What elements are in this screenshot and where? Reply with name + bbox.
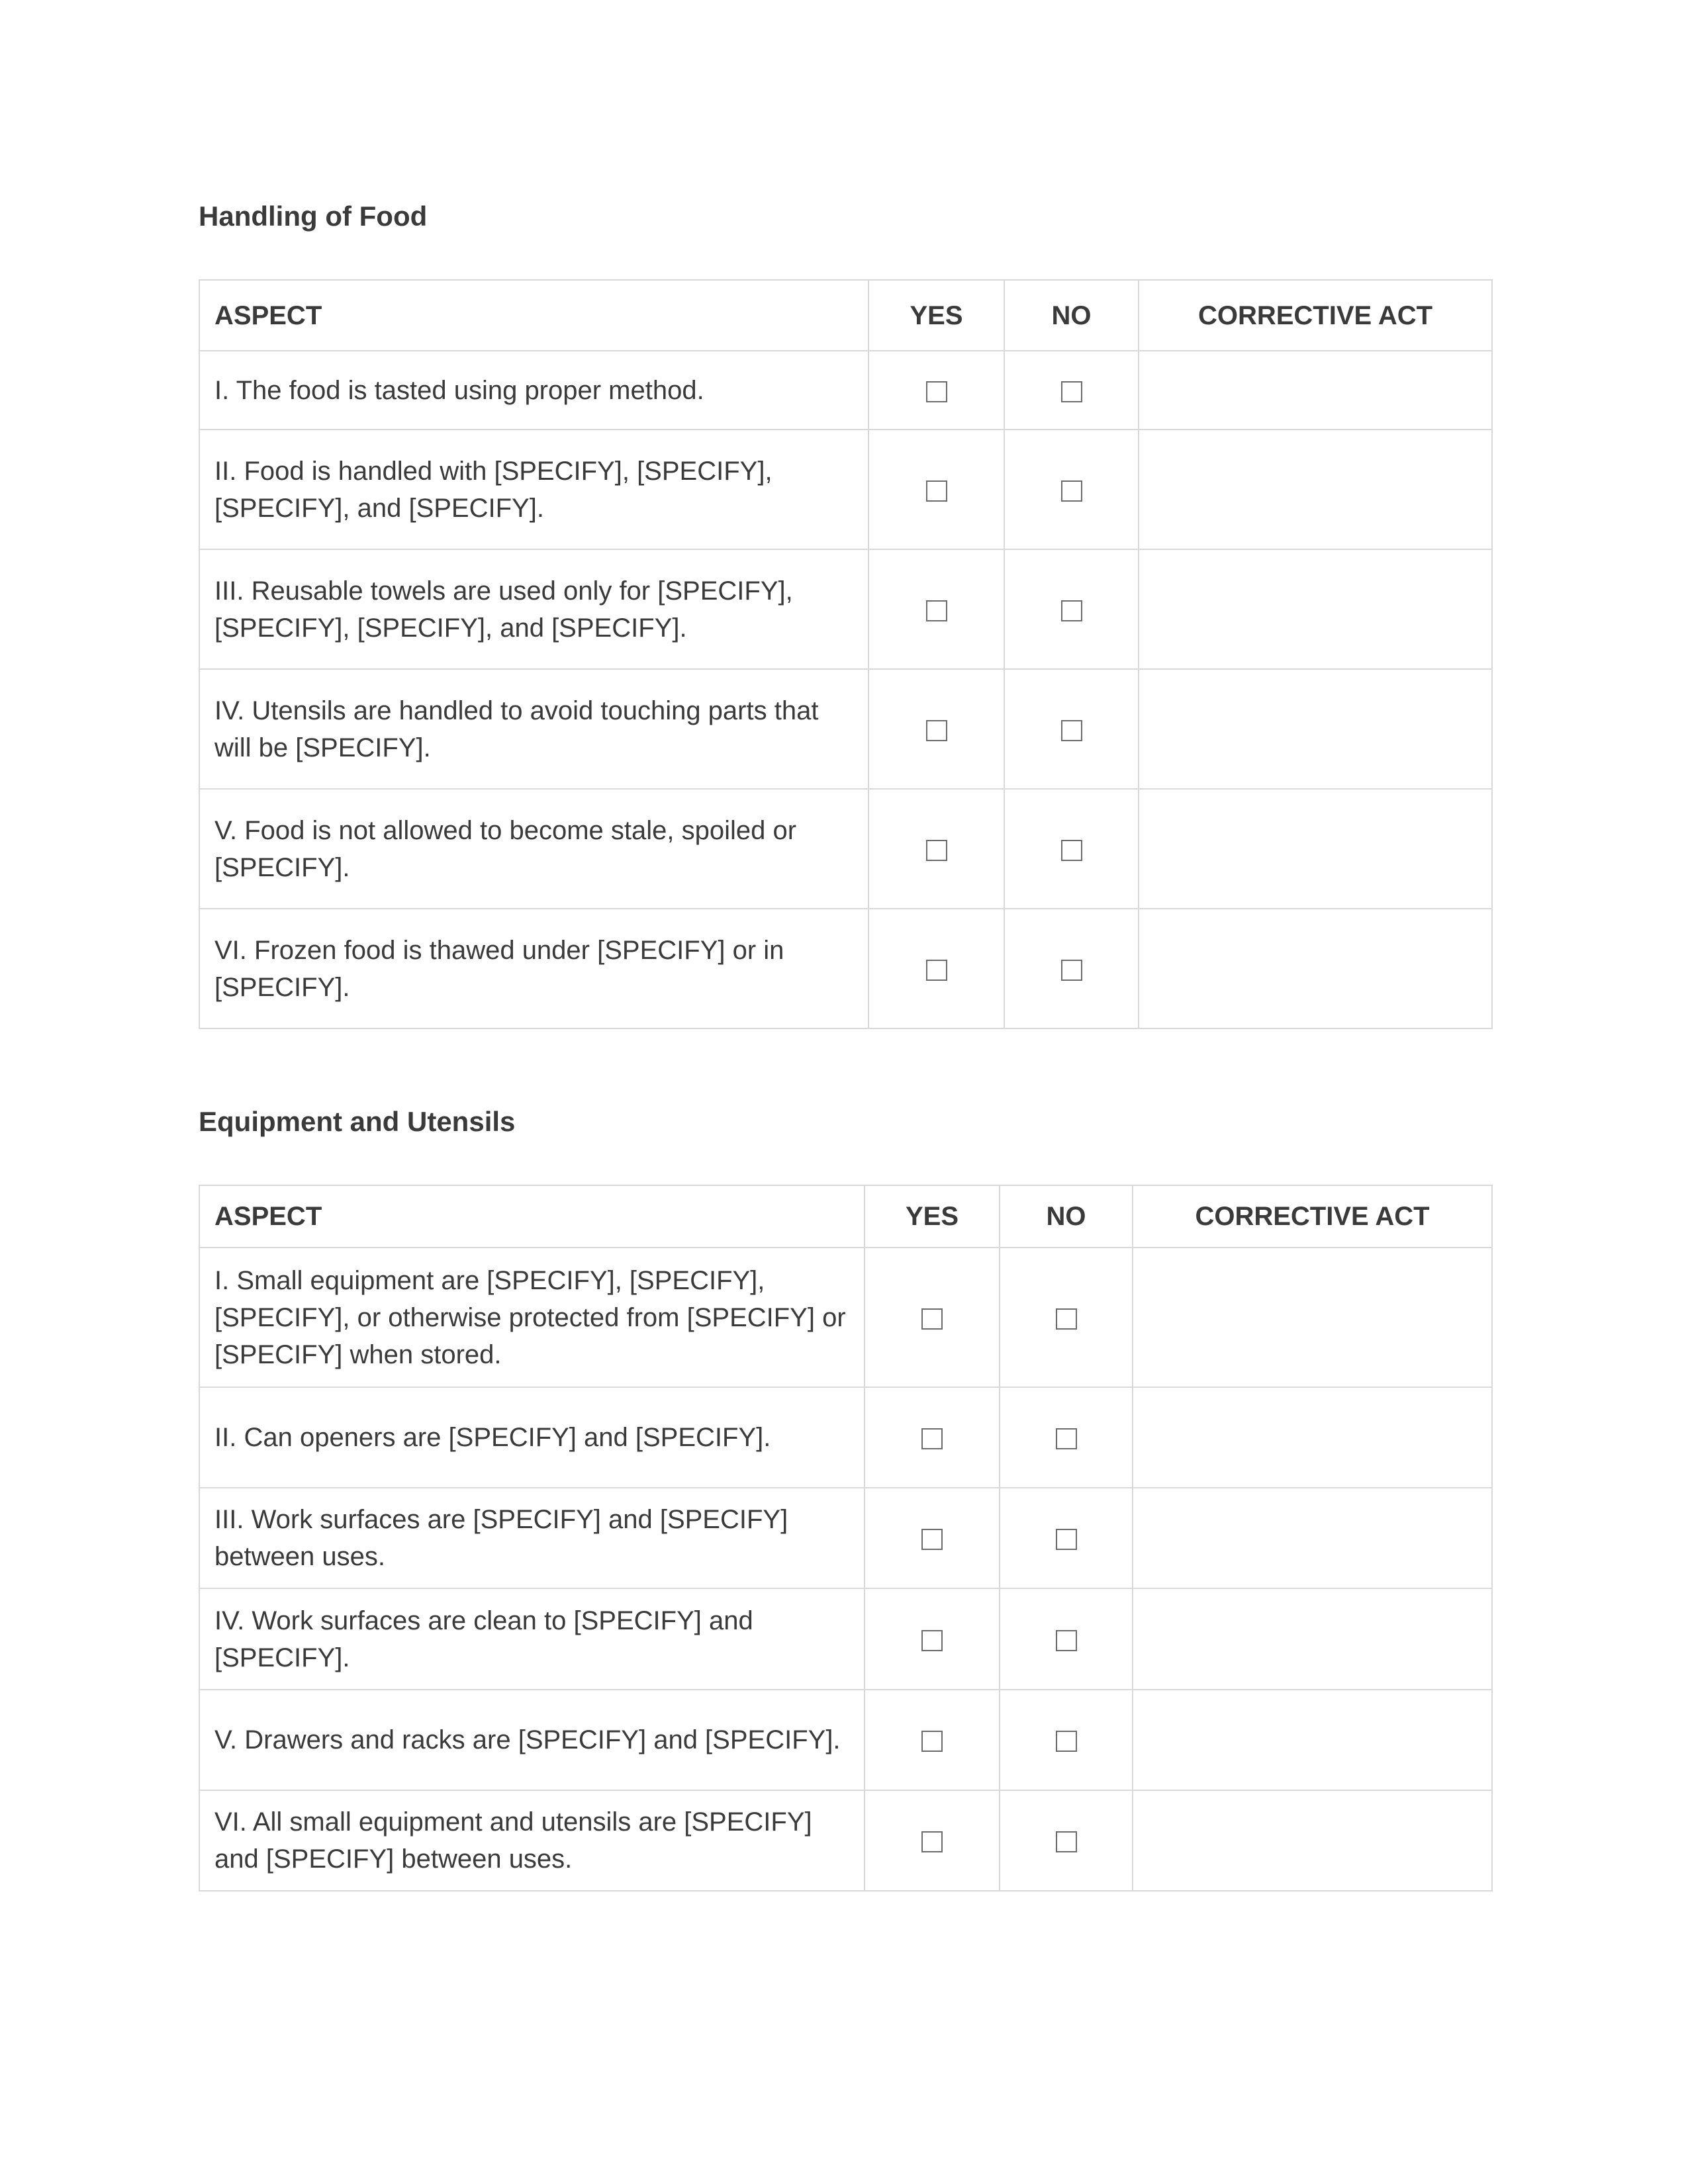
corrective-act-cell[interactable] [1133,1488,1492,1588]
no-checkbox[interactable] [1056,1308,1077,1330]
header-corrective-act: CORRECTIVE ACT [1133,1185,1492,1248]
header-no: NO [1000,1185,1133,1248]
yes-checkbox[interactable] [926,960,947,981]
no-cell [1000,1488,1133,1588]
yes-checkbox[interactable] [926,600,947,621]
no-cell [1004,669,1139,789]
aspect-text: IV. Work surfaces are clean to [SPECIFY] and [SPECIFY]. [199,1588,865,1690]
no-cell [1004,549,1139,669]
no-checkbox[interactable] [1061,381,1082,402]
header-aspect: ASPECT [199,1185,865,1248]
table-row [199,1248,1492,1387]
aspect-text: IV. Utensils are handled to avoid touching parts that will be [SPECIFY]. [199,669,868,789]
aspect-text: V. Drawers and racks are [SPECIFY] and [SPECIFY]. [199,1690,865,1790]
no-checkbox[interactable] [1056,1428,1077,1449]
no-cell [1004,430,1139,549]
section-title-equipment-and-utensils: Equipment and Utensils [199,1106,516,1137]
aspect-text: III. Work surfaces are [SPECIFY] and [SPECIFY] between uses. [199,1488,865,1588]
corrective-act-cell[interactable] [1139,351,1492,430]
yes-checkbox[interactable] [921,1731,943,1752]
no-cell [1004,909,1139,1028]
aspect-text: I. The food is tasted using proper method. [199,351,868,430]
corrective-act-cell[interactable] [1133,1588,1492,1690]
table-header-row [199,1185,1492,1248]
yes-cell [868,351,1004,430]
corrective-act-cell[interactable] [1133,1790,1492,1891]
yes-checkbox[interactable] [921,1831,943,1852]
table-row [199,351,1492,430]
aspect-text: I. Small equipment are [SPECIFY], [SPECIFY], [SPECIFY], or otherwise protected from [SPECIFY] or [SPECIFY] when stored. [199,1248,865,1387]
no-checkbox[interactable] [1061,480,1082,502]
yes-checkbox[interactable] [926,840,947,861]
header-corrective-act: CORRECTIVE ACT [1139,280,1492,351]
corrective-act-cell[interactable] [1133,1690,1492,1790]
no-cell [1004,351,1139,430]
section-title-handling-of-food: Handling of Food [199,201,428,232]
header-yes: YES [865,1185,1000,1248]
yes-cell [865,1588,1000,1690]
table-row [199,1488,1492,1588]
no-cell [1000,1387,1133,1488]
corrective-act-cell[interactable] [1133,1387,1492,1488]
no-checkbox[interactable] [1056,1529,1077,1550]
aspect-text: VI. All small equipment and utensils are [SPECIFY] and [SPECIFY] between uses. [199,1790,865,1891]
aspect-text: III. Reusable towels are used only for [SPECIFY], [SPECIFY], [SPECIFY], and [SPECIFY]. [199,549,868,669]
aspect-text: II. Food is handled with [SPECIFY], [SPECIFY], [SPECIFY], and [SPECIFY]. [199,430,868,549]
yes-checkbox[interactable] [921,1308,943,1330]
table-row [199,1588,1492,1690]
table-row [199,669,1492,789]
aspect-text: II. Can openers are [SPECIFY] and [SPECIFY]. [199,1387,865,1488]
no-checkbox[interactable] [1056,1731,1077,1752]
table-row [199,1387,1492,1488]
handling-of-food-table [199,279,1493,1029]
table-row [199,430,1492,549]
no-cell [1004,789,1139,909]
table-row [199,1790,1492,1891]
no-checkbox[interactable] [1061,960,1082,981]
no-checkbox[interactable] [1056,1831,1077,1852]
corrective-act-cell[interactable] [1133,1248,1492,1387]
yes-cell [865,1248,1000,1387]
yes-checkbox[interactable] [926,720,947,741]
equipment-and-utensils-table [199,1185,1493,1891]
table-row [199,1690,1492,1790]
aspect-text: V. Food is not allowed to become stale, spoiled or [SPECIFY]. [199,789,868,909]
no-checkbox[interactable] [1056,1630,1077,1651]
yes-checkbox[interactable] [926,480,947,502]
corrective-act-cell[interactable] [1139,430,1492,549]
corrective-act-cell[interactable] [1139,789,1492,909]
corrective-act-cell[interactable] [1139,909,1492,1028]
header-yes: YES [868,280,1004,351]
yes-cell [865,1488,1000,1588]
yes-cell [868,669,1004,789]
yes-cell [868,909,1004,1028]
no-checkbox[interactable] [1061,840,1082,861]
aspect-text: VI. Frozen food is thawed under [SPECIFY] or in [SPECIFY]. [199,909,868,1028]
table-row [199,789,1492,909]
yes-cell [868,549,1004,669]
yes-checkbox[interactable] [921,1529,943,1550]
yes-cell [865,1690,1000,1790]
no-cell [1000,1248,1133,1387]
yes-checkbox[interactable] [921,1428,943,1449]
no-checkbox[interactable] [1061,600,1082,621]
table-row [199,909,1492,1028]
no-cell [1000,1790,1133,1891]
no-checkbox[interactable] [1061,720,1082,741]
table-header-row [199,280,1492,351]
table-row [199,549,1492,669]
corrective-act-cell[interactable] [1139,549,1492,669]
corrective-act-cell[interactable] [1139,669,1492,789]
yes-cell [868,789,1004,909]
yes-cell [865,1387,1000,1488]
header-aspect: ASPECT [199,280,868,351]
header-no: NO [1004,280,1139,351]
no-cell [1000,1588,1133,1690]
no-cell [1000,1690,1133,1790]
yes-checkbox[interactable] [921,1630,943,1651]
yes-cell [865,1790,1000,1891]
yes-checkbox[interactable] [926,381,947,402]
yes-cell [868,430,1004,549]
